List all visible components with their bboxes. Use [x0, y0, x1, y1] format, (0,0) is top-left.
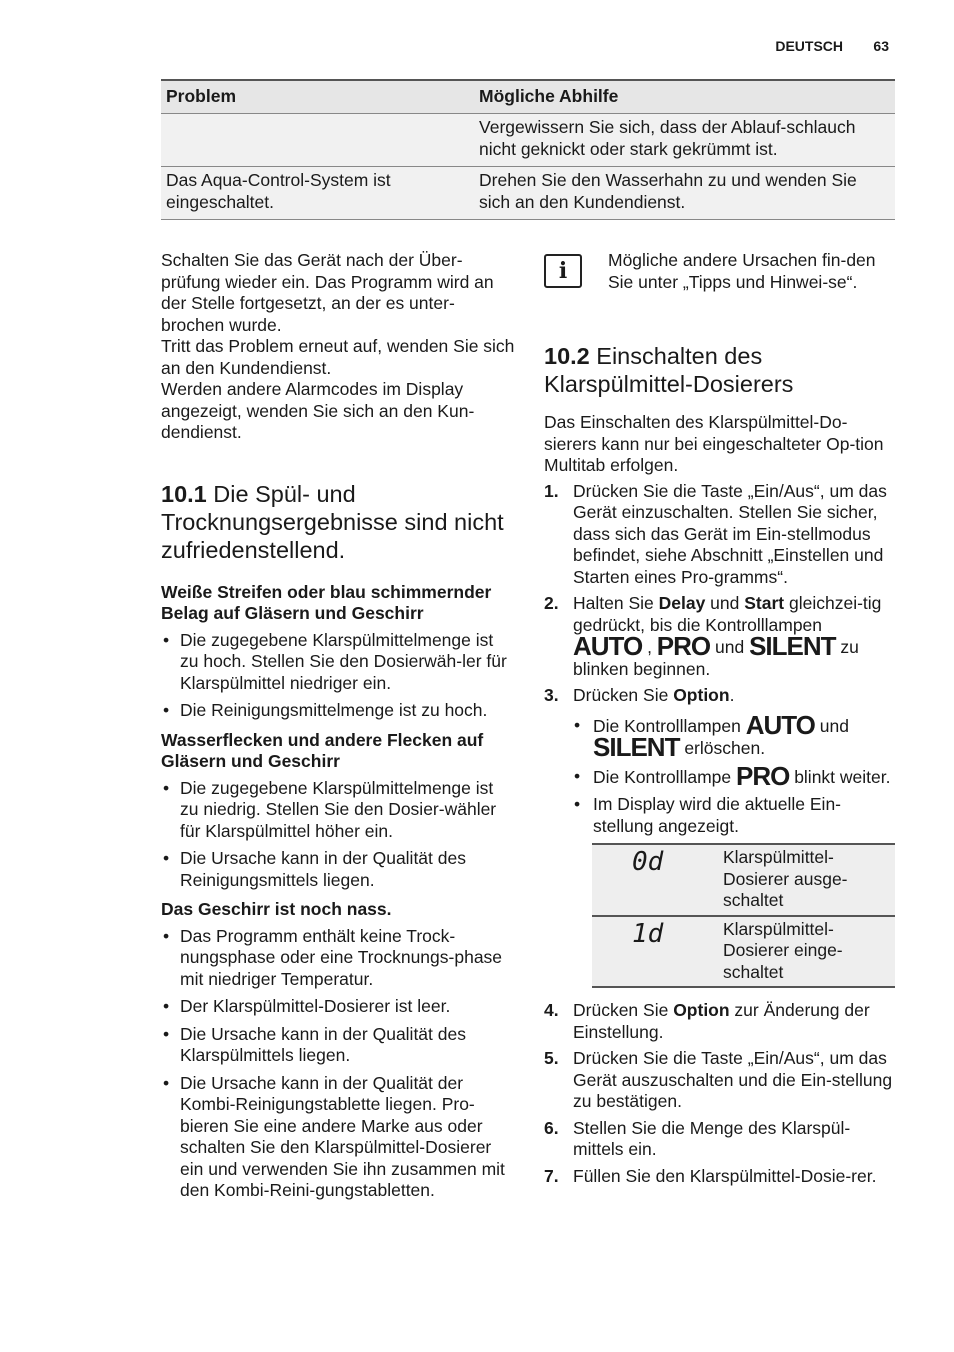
sub-list — [573, 709, 896, 838]
sub-item: • Die Kontrolllampen AUTO und SILENT erlöschen. — [573, 715, 896, 760]
step-5: 5. Drücken Sie die Taste „Ein/Aus“, um das Gerät auszuschalten und die Ein-stellung zu bestätigen. — [544, 1048, 893, 1111]
auto-lamp-icon: AUTO — [745, 709, 815, 740]
pro-lamp-icon: PRO — [656, 631, 711, 661]
info-icon: i — [544, 254, 582, 288]
header-language: DEUTSCH — [775, 38, 843, 54]
key-start: Start — [744, 593, 785, 613]
key-option: Option — [673, 1000, 730, 1020]
left-column — [161, 250, 516, 1210]
step-2: 2. Halten Sie Delay und Start gleichzei-tig gedrückt, bis die Kontrolllampen AUTO , PRO und SILENT zu blinken beginnen. — [544, 593, 882, 679]
silent-lamp-icon: SILENT — [749, 631, 836, 661]
table-row — [592, 916, 895, 988]
display-desc: Klarspülmittel-Dosierer ausge-schaltet — [717, 844, 895, 916]
right-column — [544, 250, 896, 1192]
bullet-list — [161, 778, 516, 892]
intro-paragraph: Das Einschalten des Klarspülmittel-Do-sierers kann nur bei eingeschalteter Op-tion Multitab erfolgen. — [544, 412, 884, 475]
list-item: • Die zugegebene Klarspülmittelmenge ist zu hoch. Stellen Sie den Dosierwäh-ler für Klarspülmittel niedriger ein. — [161, 630, 516, 695]
intro-paragraph: Tritt das Problem erneut auf, wenden Sie sich an den Kundendienst. — [161, 336, 515, 378]
bullet-list — [161, 630, 516, 722]
list-item: • Die zugegebene Klarspülmittelmenge ist zu niedrig. Stellen Sie den Dosier-wähler für Klarspülmittel höher ein. — [161, 778, 516, 843]
step-4: 4. Drücken Sie Option zur Änderung der Einstellung. — [544, 1000, 870, 1042]
table-row — [161, 114, 895, 167]
intro-paragraph: Werden andere Alarmcodes im Display angezeigt, wenden Sie sich an den Kun-dendienst. — [161, 379, 475, 442]
column-header-fix: Mögliche Abhilfe — [474, 80, 895, 114]
list-item: • Der Klarspülmittel-Dosierer ist leer. — [161, 996, 516, 1018]
display-desc: Klarspülmittel-Dosierer einge-schaltet — [717, 916, 895, 988]
pro-lamp-icon: PRO — [735, 760, 790, 791]
key-option: Option — [673, 685, 730, 705]
column-header-problem: Problem — [161, 80, 474, 114]
auto-lamp-icon: AUTO — [573, 631, 643, 661]
list-item: • Das Programm enthält keine Trock-nungsphase oder eine Trocknungs-phase mit niedriger Temperatur. — [161, 926, 516, 991]
table-row — [161, 167, 895, 220]
subheading: Weiße Streifen oder blau schimmernder Belag auf Gläsern und Geschirr — [161, 581, 492, 623]
step-3: 3. Drücken Sie Option. • Die Kontrolllampen AUTO und SILENT erlöschen. • Die Kontrolllampe PRO blinkt weiter. • Im Display wird die aktuelle Ein-stellung angezeigt. 0d Klarspülmittel-Dosierer ausge-schaltet 1d Klarspülmittel-Dosierer einge-schaltet — [544, 685, 896, 988]
bullet-list — [161, 926, 516, 1202]
list-item: • Die Ursache kann in der Qualität des Reinigungsmittels liegen. — [161, 848, 516, 891]
section-number: 10.2 — [544, 343, 590, 369]
page-number: 63 — [873, 38, 889, 54]
page-header — [0, 38, 954, 58]
sub-item: • Die Kontrolllampe PRO blinkt weiter. — [573, 766, 896, 789]
section-heading-10-2 — [544, 342, 896, 398]
display-code: 1d — [592, 916, 717, 988]
list-item: • Die Ursache kann in der Qualität des Klarspülmittels liegen. — [161, 1024, 516, 1067]
table-row — [592, 844, 895, 916]
list-item: • Die Reinigungsmittelmenge ist zu hoch. — [161, 700, 516, 722]
steps-list — [544, 481, 896, 1188]
section-number: 10.1 — [161, 480, 207, 507]
fix-cell: Drehen Sie den Wasserhahn zu und wenden Sie sich an den Kundendienst. — [474, 167, 895, 220]
subheading: Wasserflecken und andere Flecken auf Gläsern und Geschirr — [161, 729, 484, 771]
step-7: 7. Füllen Sie den Klarspülmittel-Dosie-rer. — [544, 1165, 877, 1186]
problem-table-header — [161, 80, 895, 114]
fix-cell: Vergewissern Sie sich, dass der Ablauf-schlauch nicht geknickt oder stark gekrümmt ist. — [474, 114, 895, 167]
info-text: Mögliche andere Ursachen fin-den Sie unter „Tipps und Hinwei-se“. — [608, 250, 876, 292]
silent-lamp-icon: SILENT — [593, 732, 680, 762]
display-table — [592, 843, 895, 988]
step-6: 6. Stellen Sie die Menge des Klarspül-mittels ein. — [544, 1117, 851, 1159]
problem-cell: Das Aqua-Control-System ist eingeschaltet. — [161, 167, 474, 220]
sub-item: • Im Display wird die aktuelle Ein-stellung angezeigt. — [573, 794, 896, 837]
key-delay: Delay — [658, 593, 706, 613]
section-heading-10-1 — [161, 480, 516, 564]
step-1: 1. Drücken Sie die Taste „Ein/Aus“, um das Gerät einzuschalten. Stellen Sie sicher, dass sich das Gerät im Ein-stellmodus befindet, siehe Abschnitt „Einstellen und Starten eines Pro-gramms“. — [544, 480, 887, 587]
subheading: Das Geschirr ist noch nass. — [161, 899, 392, 919]
problem-table — [161, 79, 895, 220]
section-title: Die Spül- und Trocknungsergebnisse sind nicht zufriedenstellend. — [161, 480, 504, 563]
intro-paragraph: Schalten Sie das Gerät nach der Über-prüfung wieder ein. Das Programm wird an der Stelle fortgesetzt, an der es unter-brochen wurde. — [161, 250, 494, 335]
problem-cell — [161, 114, 474, 167]
display-code: 0d — [592, 844, 717, 916]
info-note — [544, 250, 896, 330]
list-item: • Die Ursache kann in der Qualität der Kombi-Reinigungstablette liegen. Pro-bieren Sie eine andere Marke aus oder schalten Sie den Klarspülmittel-Dosierer ein und verwenden Sie ihn zusammen mit den Kombi-Reini-gungstabletten. — [161, 1073, 516, 1202]
section-title: Einschalten des Klarspülmittel-Dosierers — [544, 343, 794, 397]
